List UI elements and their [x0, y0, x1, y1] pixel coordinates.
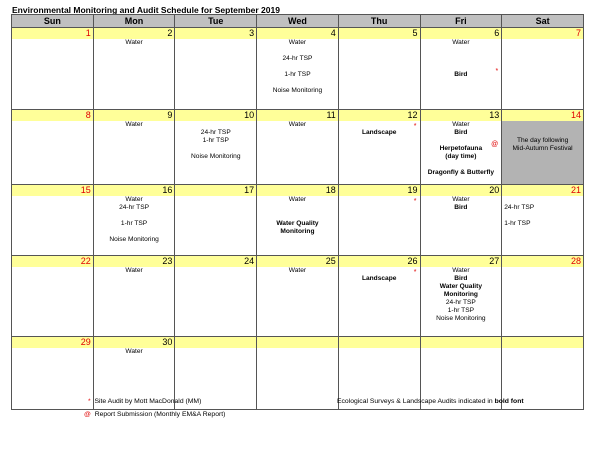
event-line: Water — [288, 121, 307, 128]
event-line — [94, 228, 175, 236]
day-cell — [257, 185, 339, 256]
event-line: Noise Monitoring — [109, 236, 159, 243]
week-row — [12, 185, 584, 256]
day-cell — [502, 110, 584, 185]
day-cell — [502, 28, 584, 110]
day-cell — [12, 185, 94, 256]
audit-marker-icon: * — [88, 398, 91, 405]
audit-marker-icon: * — [495, 68, 499, 75]
day-cell — [257, 110, 339, 185]
event-line — [257, 63, 338, 71]
event-line: Noise Monitoring — [191, 153, 241, 160]
weekday-header-row — [12, 15, 584, 28]
day-events — [94, 348, 175, 356]
day-number: 4 — [257, 28, 338, 39]
day-events — [94, 267, 175, 275]
day-events — [339, 121, 420, 137]
weekday-fri: Fri — [420, 15, 502, 28]
day-events — [175, 121, 256, 161]
event-line — [175, 145, 256, 153]
legend-report-text: Report Submission (Monthly EM&A Report) — [94, 411, 226, 418]
day-number: 7 — [502, 28, 583, 39]
event-line — [502, 121, 583, 129]
event-line — [421, 55, 502, 63]
event-line: (day time) — [445, 153, 477, 160]
day-events — [421, 39, 502, 79]
day-events — [421, 121, 502, 177]
day-events — [339, 267, 420, 283]
event-line: Water — [125, 39, 143, 46]
event-line — [421, 63, 502, 71]
legend-audit-text: Site Audit by Mott MacDonald (MM) — [94, 398, 202, 405]
event-line: Landscape — [361, 129, 397, 136]
day-cell — [420, 28, 502, 110]
day-number: 20 — [421, 185, 502, 196]
day-cell — [12, 28, 94, 110]
day-events — [257, 267, 338, 275]
day-events — [94, 196, 175, 244]
day-cell — [175, 256, 257, 337]
day-number: 18 — [257, 185, 338, 196]
event-line — [502, 212, 583, 220]
day-number: 21 — [502, 185, 583, 196]
day-cell — [338, 185, 420, 256]
legend-ecology-bold: bold font — [494, 398, 524, 405]
event-line: Monitoring — [443, 291, 478, 298]
event-line: 1-hr TSP — [447, 307, 474, 314]
day-number — [421, 337, 502, 348]
day-cell — [502, 256, 584, 337]
day-number: 24 — [175, 256, 256, 267]
event-line: Water — [125, 348, 143, 355]
week-row — [12, 28, 584, 110]
event-line: Water — [452, 196, 470, 203]
event-line: 1-hr TSP — [202, 137, 229, 144]
day-number: 25 — [257, 256, 338, 267]
legend-report — [84, 411, 225, 418]
day-number: 8 — [12, 110, 93, 121]
day-events — [502, 121, 583, 153]
day-cell — [93, 185, 175, 256]
calendar-table — [11, 14, 584, 410]
day-number: 10 — [175, 110, 256, 121]
day-cell — [175, 28, 257, 110]
event-line — [257, 212, 338, 220]
event-line: Water — [125, 121, 143, 128]
day-number: 11 — [257, 110, 338, 121]
event-line: Noise Monitoring — [272, 87, 323, 94]
event-line: Bird — [454, 204, 468, 211]
day-cell — [12, 337, 94, 410]
day-cell — [175, 110, 257, 185]
day-cell — [257, 28, 339, 110]
event-line: Landscape — [361, 275, 397, 282]
week-row — [12, 110, 584, 185]
event-line — [421, 161, 502, 169]
weekday-tue: Tue — [175, 15, 257, 28]
event-line: The day following — [516, 137, 569, 144]
event-line — [421, 137, 502, 145]
day-number: 13 — [421, 110, 502, 121]
event-line: Water — [288, 39, 307, 46]
day-number: 9 — [94, 110, 175, 121]
day-cell — [420, 256, 502, 337]
event-line — [339, 267, 420, 275]
day-cell — [175, 185, 257, 256]
event-line: Water — [452, 121, 470, 128]
event-line: Monitoring — [280, 228, 315, 235]
day-events — [421, 196, 502, 212]
event-line: Water Quality — [276, 220, 319, 227]
event-line: Herpetofauna — [439, 145, 483, 152]
event-line — [94, 212, 175, 220]
day-events — [502, 196, 583, 228]
event-line: Water Quality — [439, 283, 482, 290]
day-number — [175, 337, 256, 348]
day-cell — [93, 110, 175, 185]
event-line: Water — [452, 39, 470, 46]
day-number: 3 — [175, 28, 256, 39]
day-cell — [257, 256, 339, 337]
event-line: Mid-Autumn Festival — [512, 145, 573, 152]
day-number: 2 — [94, 28, 175, 39]
day-cell — [338, 110, 420, 185]
legend-ecology-text: Ecological Surveys & Landscape Audits indicated in — [337, 398, 493, 405]
event-line — [257, 79, 338, 87]
event-line: Water — [452, 267, 470, 274]
day-cell — [420, 185, 502, 256]
day-number: 28 — [502, 256, 583, 267]
day-cell — [338, 28, 420, 110]
day-cell — [12, 110, 94, 185]
day-number — [502, 337, 583, 348]
day-number: 5 — [339, 28, 420, 39]
week-row — [12, 256, 584, 337]
audit-marker-icon: * — [413, 123, 417, 130]
event-line — [421, 47, 502, 55]
day-number: 27 — [421, 256, 502, 267]
event-line — [502, 196, 583, 204]
event-line — [175, 121, 256, 129]
event-line: Water — [288, 196, 307, 203]
day-number — [257, 337, 338, 348]
event-line: Dragonfly & Butterfly — [427, 169, 495, 176]
event-line: Water — [288, 267, 307, 274]
event-line: Bird — [454, 129, 468, 136]
day-number: 15 — [12, 185, 93, 196]
day-cell — [12, 256, 94, 337]
page-title: Environmental Monitoring and Audit Schedule for September 2019 — [12, 5, 280, 15]
day-number: 12 — [339, 110, 420, 121]
event-line — [257, 47, 338, 55]
day-number: 26 — [339, 256, 420, 267]
day-cell — [420, 110, 502, 185]
event-line: Bird — [454, 71, 468, 78]
audit-marker-icon: * — [413, 269, 417, 276]
event-line: Bird — [454, 275, 468, 282]
event-line — [339, 121, 420, 129]
day-number: 29 — [12, 337, 93, 348]
event-line: Water — [125, 196, 143, 203]
day-events — [257, 196, 338, 236]
day-number: 30 — [94, 337, 175, 348]
day-cell — [93, 256, 175, 337]
day-cell — [93, 28, 175, 110]
event-line: 1-hr TSP — [504, 220, 531, 227]
legend-audit — [88, 398, 201, 405]
event-line: 24-hr TSP — [504, 204, 535, 211]
day-number: 16 — [94, 185, 175, 196]
audit-marker-icon: * — [413, 198, 417, 205]
event-line — [257, 204, 338, 212]
event-line: 1-hr TSP — [284, 71, 311, 78]
day-number — [339, 337, 420, 348]
day-number: 17 — [175, 185, 256, 196]
legend-ecology — [337, 398, 524, 405]
day-cell — [257, 337, 339, 410]
day-number: 22 — [12, 256, 93, 267]
day-number: 19 — [339, 185, 420, 196]
day-cell — [338, 256, 420, 337]
event-line: 24-hr TSP — [445, 299, 476, 306]
event-line: Noise Monitoring — [436, 315, 486, 322]
event-line — [502, 129, 583, 137]
report-marker-icon: @ — [491, 141, 499, 148]
day-cell — [502, 185, 584, 256]
day-events — [257, 39, 338, 95]
day-events — [257, 121, 338, 129]
event-line: Water — [125, 267, 143, 274]
day-number: 14 — [502, 110, 583, 121]
weekday-sun: Sun — [12, 15, 94, 28]
day-number: 6 — [421, 28, 502, 39]
day-events — [421, 267, 502, 323]
event-line: 24-hr TSP — [282, 55, 313, 62]
day-events — [94, 121, 175, 129]
event-line: 24-hr TSP — [200, 129, 231, 136]
day-number: 1 — [12, 28, 93, 39]
weekday-thu: Thu — [338, 15, 420, 28]
event-line: 24-hr TSP — [119, 204, 150, 211]
day-number: 23 — [94, 256, 175, 267]
weekday-sat: Sat — [502, 15, 584, 28]
weekday-mon: Mon — [93, 15, 175, 28]
report-marker-icon: @ — [84, 411, 91, 418]
day-events — [94, 39, 175, 47]
event-line: 1-hr TSP — [120, 220, 148, 227]
weekday-wed: Wed — [257, 15, 339, 28]
